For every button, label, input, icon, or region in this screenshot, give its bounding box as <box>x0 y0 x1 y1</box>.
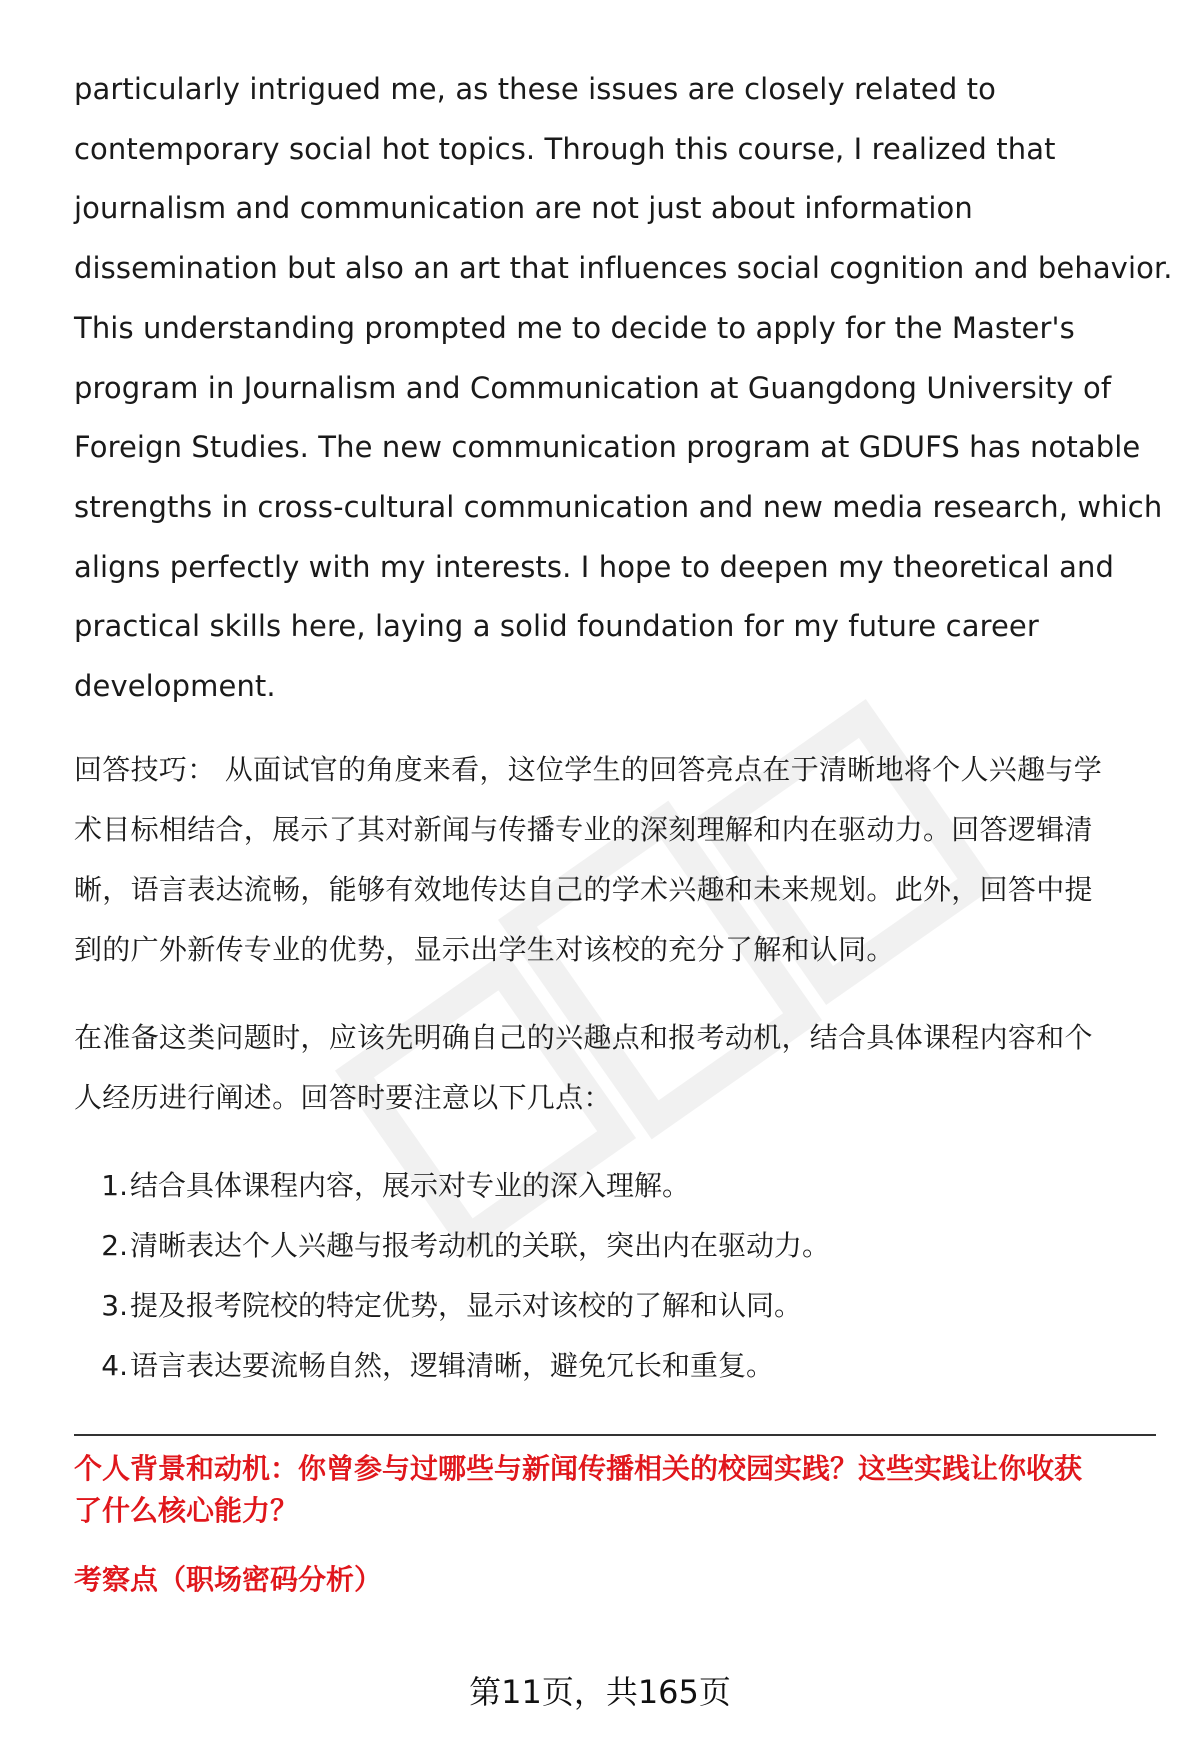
list-number: 1. <box>101 1168 128 1202</box>
page-number: 第11页，共165页 <box>463 1673 737 1711</box>
text-line: program in Journalism and Communication at Guangdong University of <box>74 370 1112 405</box>
list-item-text: 提及报考院校的特定优势，显示对该校的了解和认同。 <box>130 1288 803 1322</box>
text-line: contemporary social hot topics. Through this course, I realized that <box>74 131 1056 166</box>
list-number: 4. <box>101 1348 128 1382</box>
text-line: strengths in cross-cultural communication and new media research, which <box>74 489 1163 524</box>
list-item-text: 结合具体课程内容，展示对专业的深入理解。 <box>130 1168 691 1202</box>
heading-line: 了什么核心能力？ <box>74 1493 299 1527</box>
list-number: 2. <box>101 1228 128 1262</box>
list-item <box>74 1156 1156 1216</box>
english-answer-paragraph <box>74 60 1173 717</box>
list-item-text: 清晰表达个人兴趣与报考动机的关联，突出内在驱动力。 <box>130 1228 831 1262</box>
section-divider <box>74 1434 1156 1436</box>
list-number: 3. <box>101 1288 128 1322</box>
sub-heading: 考察点（职场密码分析） <box>74 1562 383 1596</box>
text-line: 到的广外新传专业的优势，显示出学生对该校的充分了解和认同。 <box>74 932 895 966</box>
document-page <box>74 60 1173 1601</box>
text-line: development. <box>74 669 276 704</box>
list-item <box>74 1216 1156 1276</box>
heading-line: 个人背景和动机：你曾参与过哪些与新闻传播相关的校园实践？这些实践让你收获 <box>74 1451 1083 1485</box>
text-line: 人经历进行阐述。回答时要注意以下几点： <box>74 1080 612 1114</box>
text-line: This understanding prompted me to decide to apply for the Master's <box>74 310 1075 345</box>
text-line: dissemination but also an art that influences social cognition and behavior. <box>74 251 1173 286</box>
text-line: 回答技巧： 从面试官的角度来看，这位学生的回答亮点在于清晰地将个人兴趣与学 <box>74 752 1103 786</box>
text-line: 术目标相结合，展示了其对新闻与传播专业的深刻理解和内在驱动力。回答逻辑清 <box>74 812 1093 846</box>
list-item-text: 语言表达要流畅自然，逻辑清晰，避免冗长和重复。 <box>130 1348 775 1382</box>
preparation-paragraph <box>74 1008 1156 1128</box>
key-points-list <box>74 1156 1156 1396</box>
text-line: 晰，语言表达流畅，能够有效地传达自己的学术兴趣和未来规划。此外，回答中提 <box>74 872 1093 906</box>
text-line: practical skills here, laying a solid foundation for my future career <box>74 609 1039 644</box>
text-line: Foreign Studies. The new communication program at GDUFS has notable <box>74 430 1141 465</box>
answer-tips-paragraph <box>74 740 1156 980</box>
text-line: aligns perfectly with my interests. I hope to deepen my theoretical and <box>74 549 1114 584</box>
page-number-footer <box>0 1668 1200 1716</box>
question-heading <box>74 1448 1156 1532</box>
text-line: journalism and communication are not just about information <box>74 191 973 226</box>
list-item <box>74 1276 1156 1336</box>
text-line: particularly intrigued me, as these issues are closely related to <box>74 72 996 106</box>
text-line: 在准备这类问题时，应该先明确自己的兴趣点和报考动机，结合具体课程内容和个 <box>74 1020 1093 1054</box>
list-item <box>74 1336 1156 1396</box>
